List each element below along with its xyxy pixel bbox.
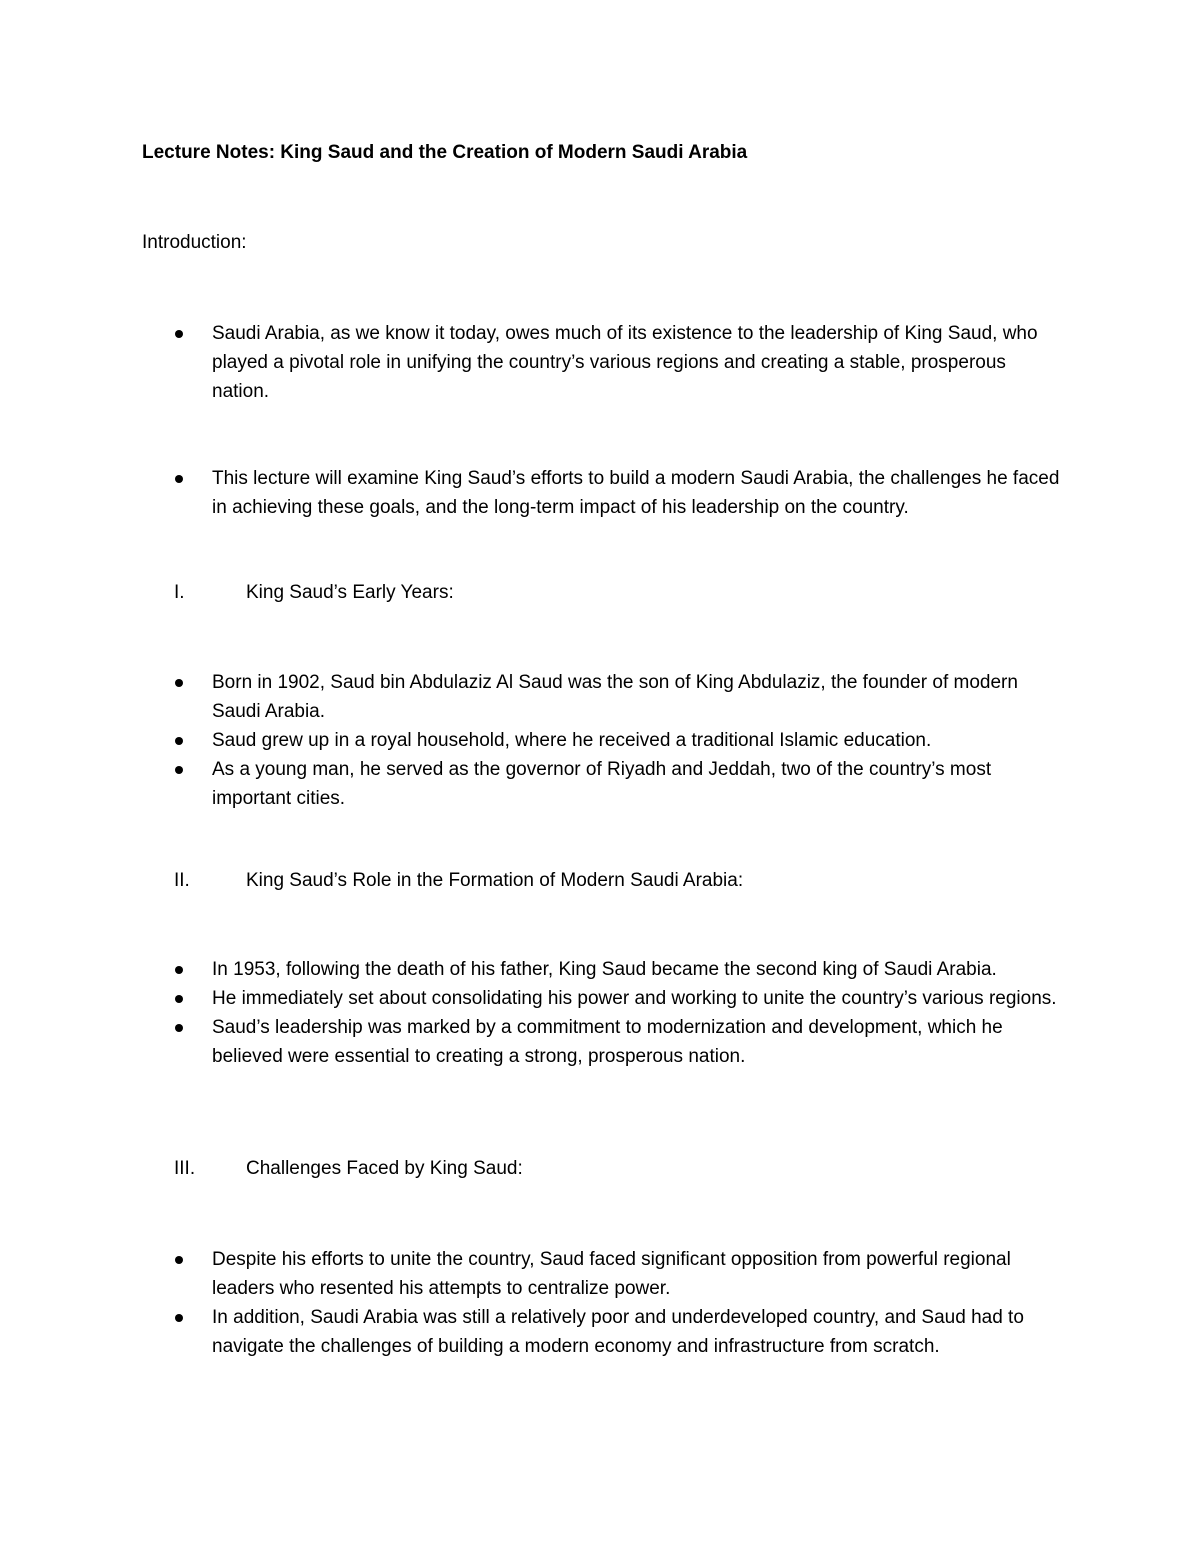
bullet-text: Saud grew up in a royal household, where he received a traditional Islamic education. — [212, 730, 932, 751]
bullet-text: This lecture will examine King Saud’s efforts to build a modern Saudi Arabia, the challenges he faced in achieving these goals, and the long-term impact of his leadership on the country. — [212, 468, 1060, 518]
bullet-icon — [175, 679, 183, 687]
section-1-bullet-list — [0, 668, 1200, 813]
bullet-icon — [175, 330, 183, 338]
section-title: King Saud’s Early Years: — [246, 582, 454, 603]
list-item — [0, 1013, 1062, 1071]
bullet-text: As a young man, he served as the governor of Riyadh and Jeddah, two of the country’s most important cities. — [212, 759, 992, 809]
bullet-text: Despite his efforts to unite the country, Saud faced significant opposition from powerful regional leaders who resented his attempts to centralize power. — [212, 1249, 1011, 1299]
section-number: II. — [174, 870, 190, 891]
list-item — [0, 984, 1062, 1013]
bullet-text: He immediately set about consolidating his power and working to unite the country’s various regions. — [212, 988, 1057, 1009]
list-item — [0, 1303, 1062, 1361]
bullet-icon — [175, 1024, 183, 1032]
bullet-icon — [175, 1314, 183, 1322]
introduction-heading: Introduction: — [142, 232, 247, 253]
section-2-bullet-list — [0, 955, 1200, 1071]
introduction-bullet-list-2 — [0, 464, 1200, 522]
section-number: I. — [174, 582, 185, 603]
bullet-icon — [175, 966, 183, 974]
section-number: III. — [174, 1158, 196, 1179]
list-item — [0, 668, 1062, 726]
bullet-icon — [175, 737, 183, 745]
bullet-text: In addition, Saudi Arabia was still a relatively poor and underdeveloped country, and Saud had to navigate the challenges of building a modern economy and infrastructure from scratch. — [212, 1307, 1024, 1357]
list-item — [0, 726, 1062, 755]
section-title: Challenges Faced by King Saud: — [246, 1158, 523, 1179]
bullet-text: Born in 1902, Saud bin Abdulaziz Al Saud was the son of King Abdulaziz, the founder of modern Saudi Arabia. — [212, 672, 1018, 722]
list-item — [0, 319, 1062, 406]
bullet-text: In 1953, following the death of his father, King Saud became the second king of Saudi Arabia. — [212, 959, 997, 980]
list-item — [0, 464, 1062, 522]
section-title: King Saud’s Role in the Formation of Modern Saudi Arabia: — [246, 870, 744, 891]
list-item — [0, 1245, 1062, 1303]
section-3-bullet-list — [0, 1245, 1200, 1361]
bullet-icon — [175, 1256, 183, 1264]
bullet-icon — [175, 766, 183, 774]
introduction-bullet-list — [0, 319, 1200, 406]
bullet-icon — [175, 995, 183, 1003]
bullet-text: Saudi Arabia, as we know it today, owes much of its existence to the leadership of King Saud, who played a pivotal role in unifying the country’s various regions and creating a stable, prosperous nation. — [212, 323, 1038, 402]
document-title: Lecture Notes: King Saud and the Creation of Modern Saudi Arabia — [142, 142, 748, 163]
bullet-icon — [175, 475, 183, 483]
list-item — [0, 955, 1062, 984]
bullet-text: Saud’s leadership was marked by a commitment to modernization and development, which he believed were essential to creating a strong, prosperous nation. — [212, 1017, 1003, 1067]
list-item — [0, 755, 1062, 813]
